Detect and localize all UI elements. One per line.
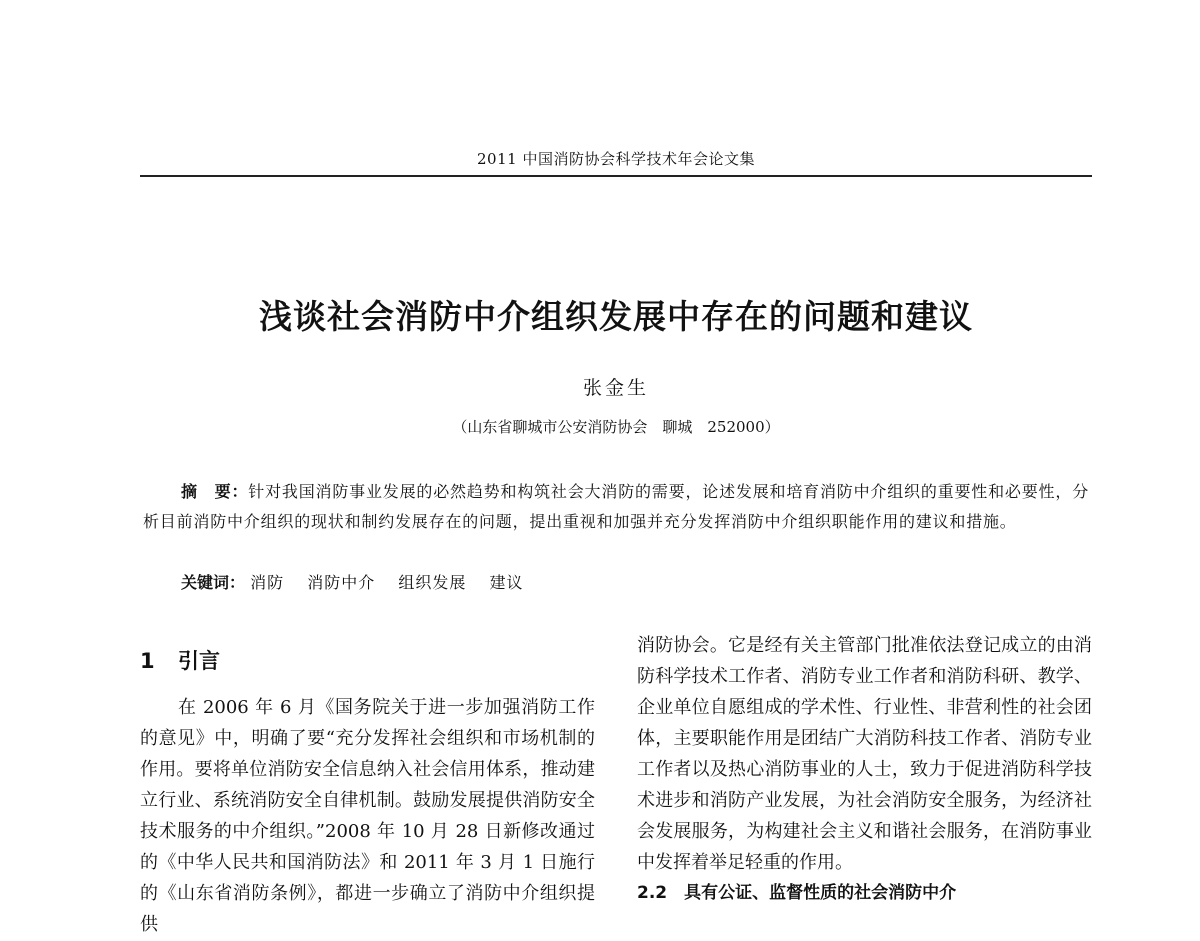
header-rule bbox=[140, 175, 1092, 177]
subsection-heading: 2.2 具有公证、监督性质的社会消防中介 bbox=[637, 883, 957, 903]
keyword-item: 消防 bbox=[250, 573, 285, 592]
running-header: 2011 中国消防协会科学技术年会论文集 bbox=[477, 150, 755, 168]
right-column bbox=[637, 630, 1092, 909]
keyword-item: 消防中介 bbox=[307, 573, 376, 592]
body-paragraph: 在 2006 年 6 月《国务院关于进一步加强消防工作的意见》中，明确了要“充分发挥社会组织和市场机制的作用。要将单位消防安全信息纳入社会信用体系，推动建立行业、系统消防安全自律机制。鼓励发展提供消防安全技术服务的中介组织。”2008 年 10 月 28 日新修改通过的《中华人民共和国消防法》和 2011 年 3 月 1 日施行的《山东省消防条例》，都进一步确立了消防中介组织提供 bbox=[140, 697, 595, 935]
section-number: 1 bbox=[140, 649, 155, 673]
keyword-item: 建议 bbox=[489, 573, 524, 592]
left-column bbox=[140, 630, 595, 940]
section-title: 引言 bbox=[178, 649, 220, 673]
abstract-text: 针对我国消防事业发展的必然趋势和构筑社会大消防的需要，论述发展和培育消防中介组织的重要性和必要性，分析目前消防中介组织的现状和制约发展存在的问题，提出重视和加强并充分发挥消防中介组织职能作用的建议和措施。 bbox=[143, 482, 1089, 531]
keywords-label: 关键词： bbox=[181, 573, 246, 592]
author-name: 张金生 bbox=[582, 377, 649, 399]
abstract-label: 摘 要： bbox=[181, 482, 249, 501]
section-heading bbox=[140, 630, 595, 692]
author-affiliation: （山东省聊城市公安消防协会 聊城 252000） bbox=[452, 418, 780, 436]
abstract bbox=[143, 477, 1089, 537]
paper-title: 浅谈社会消防中介组织发展中存在的问题和建议 bbox=[259, 297, 973, 336]
keyword-item: 组织发展 bbox=[398, 573, 467, 592]
body-paragraph: 消防协会。它是经有关主管部门批准依法登记成立的由消防科学技术工作者、消防专业工作者和消防科研、教学、企业单位自愿组成的学术性、行业性、非营利性的社会团体，主要职能作用是团结广大消防科技工作者、消防专业工作者以及热心消防事业的人士，致力于促进消防科学技术进步和消防产业发展，为社会消防安全服务，为经济社会发展服务，为构建社会主义和谐社会服务，在消防事业中发挥着举足轻重的作用。 bbox=[637, 635, 1092, 873]
keywords bbox=[181, 568, 541, 598]
